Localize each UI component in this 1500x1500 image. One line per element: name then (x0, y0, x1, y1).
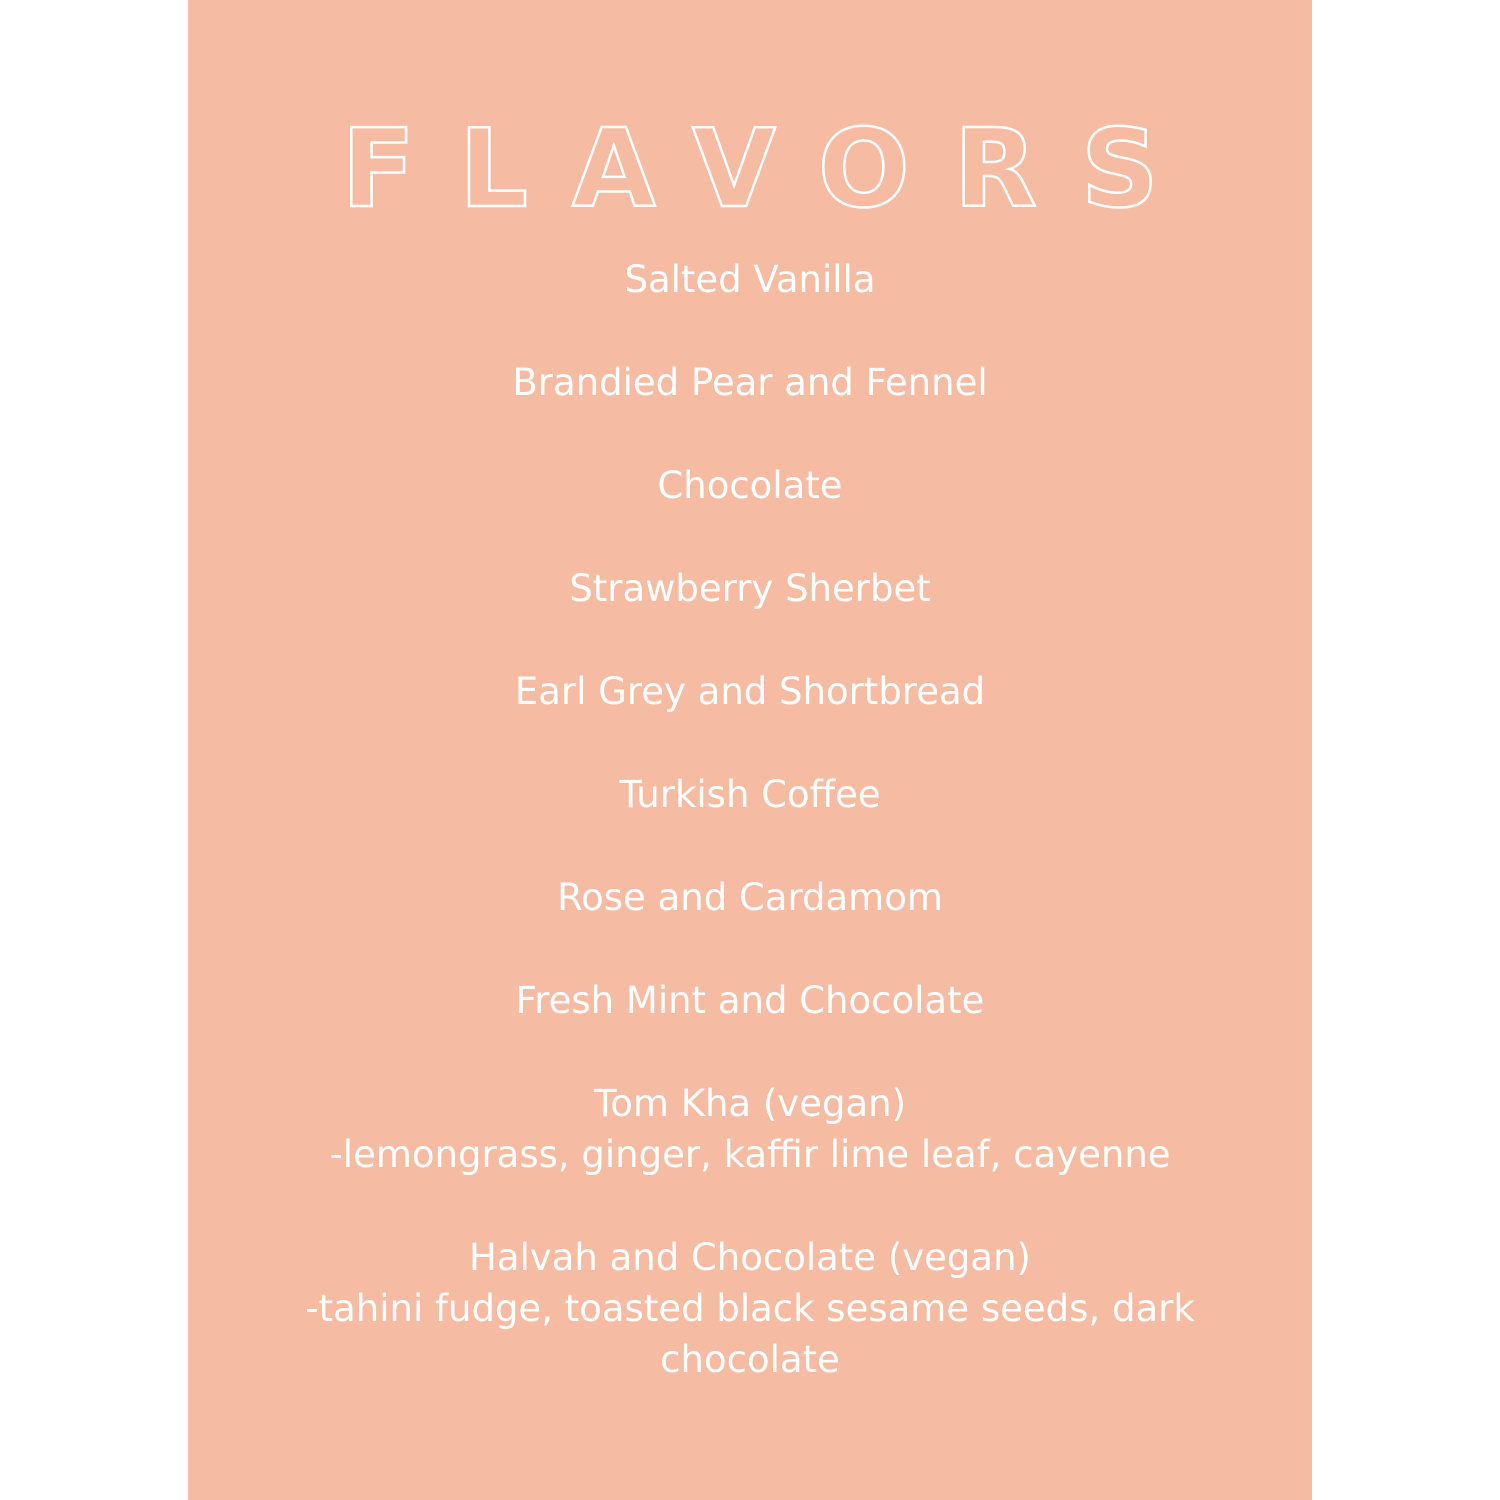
flavor-item (188, 975, 1312, 1026)
flavor-name: Halvah and Chocolate (vegan) (469, 1236, 1031, 1279)
flavor-name: Brandied Pear and Fennel (512, 361, 988, 404)
flavor-name: Tom Kha (vegan) (593, 1082, 907, 1125)
flavor-item (188, 460, 1312, 511)
flavor-item (188, 769, 1312, 820)
flavor-item (188, 1078, 1312, 1180)
flavor-item (188, 254, 1312, 305)
flavor-name: Strawberry Sherbet (569, 567, 931, 610)
flavor-name: Turkish Coffee (619, 773, 881, 816)
flavor-description: -lemongrass, ginger, kaffir lime leaf, cayenne (329, 1133, 1171, 1176)
flavor-list (188, 254, 1312, 1437)
flavor-item (188, 563, 1312, 614)
menu-page (188, 0, 1312, 1500)
flavor-item (188, 357, 1312, 408)
menu-title: FLAVORS (341, 107, 1203, 232)
flavor-name: Rose and Cardamom (557, 876, 943, 919)
flavor-name: Fresh Mint and Chocolate (515, 979, 985, 1022)
flavor-item (188, 872, 1312, 923)
flavor-description: -tahini fudge, toasted black sesame seeds, dark chocolate (305, 1287, 1195, 1381)
flavor-name: Chocolate (657, 464, 843, 507)
flavor-item (188, 1232, 1312, 1385)
flavor-name: Earl Grey and Shortbread (514, 670, 986, 713)
flavor-item (188, 666, 1312, 717)
flavor-name: Salted Vanilla (624, 258, 876, 301)
